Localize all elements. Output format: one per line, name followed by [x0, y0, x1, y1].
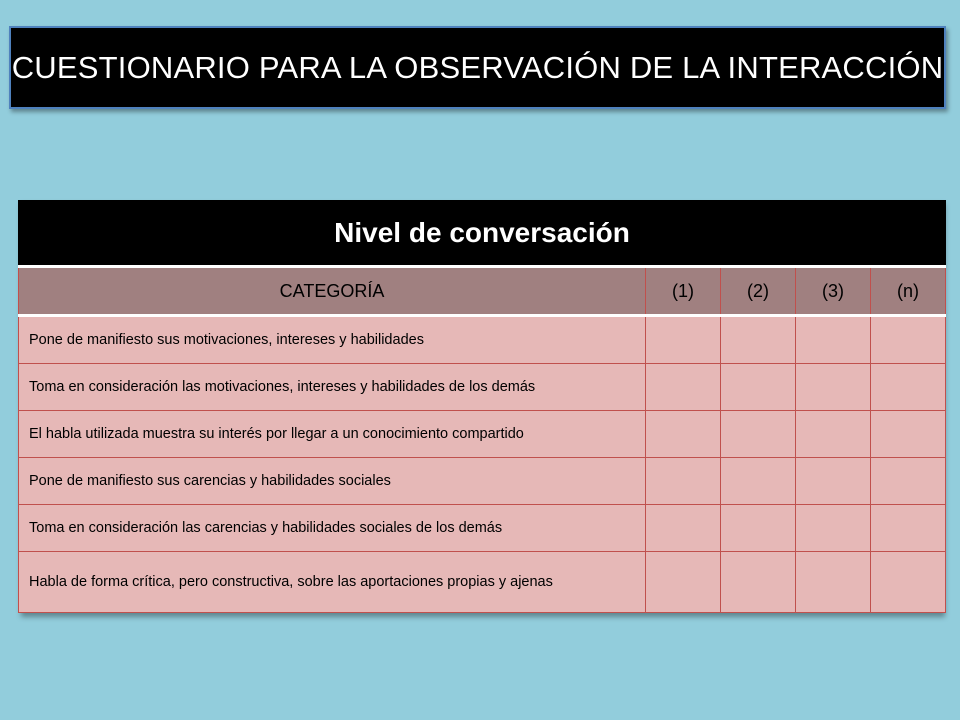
score-cell-n[interactable]: [871, 364, 946, 411]
column-header-1: (1): [646, 267, 721, 316]
page-title: CUESTIONARIO PARA LA OBSERVACIÓN DE LA INTERACCIÓN: [11, 49, 944, 85]
column-header-category: CATEGORÍA: [19, 267, 646, 316]
table-row: [19, 505, 946, 552]
column-header-2: (2): [721, 267, 796, 316]
category-cell: El habla utilizada muestra su interés por llegar a un conocimiento compartido: [19, 411, 646, 458]
category-cell: Pone de manifiesto sus carencias y habilidades sociales: [19, 458, 646, 505]
score-cell-n[interactable]: [871, 505, 946, 552]
score-cell-3[interactable]: [796, 458, 871, 505]
score-cell-2[interactable]: [721, 364, 796, 411]
table-row: [19, 364, 946, 411]
score-cell-3[interactable]: [796, 411, 871, 458]
score-cell-2[interactable]: [721, 505, 796, 552]
table-heading-row: [19, 201, 946, 267]
score-cell-n[interactable]: [871, 411, 946, 458]
score-cell-1[interactable]: [646, 411, 721, 458]
column-header-n: (n): [871, 267, 946, 316]
category-cell: Habla de forma crítica, pero constructiva, sobre las aportaciones propias y ajenas: [19, 552, 646, 613]
score-cell-n[interactable]: [871, 316, 946, 364]
table-row: [19, 411, 946, 458]
score-cell-1[interactable]: [646, 505, 721, 552]
score-cell-n[interactable]: [871, 458, 946, 505]
column-header-row: [19, 267, 946, 316]
score-cell-2[interactable]: [721, 552, 796, 613]
table-row: [19, 316, 946, 364]
score-cell-3[interactable]: [796, 364, 871, 411]
table-heading: Nivel de conversación: [19, 201, 946, 267]
score-cell-3[interactable]: [796, 505, 871, 552]
score-cell-1[interactable]: [646, 316, 721, 364]
page-title-banner: [9, 26, 946, 109]
score-cell-1[interactable]: [646, 458, 721, 505]
category-cell: Pone de manifiesto sus motivaciones, intereses y habilidades: [19, 316, 646, 364]
category-cell: Toma en consideración las carencias y habilidades sociales de los demás: [19, 505, 646, 552]
score-cell-3[interactable]: [796, 552, 871, 613]
score-cell-1[interactable]: [646, 552, 721, 613]
observation-table-wrapper: [18, 200, 942, 613]
score-cell-2[interactable]: [721, 411, 796, 458]
score-cell-1[interactable]: [646, 364, 721, 411]
category-cell: Toma en consideración las motivaciones, intereses y habilidades de los demás: [19, 364, 646, 411]
table-row: [19, 458, 946, 505]
score-cell-2[interactable]: [721, 316, 796, 364]
table-row: [19, 552, 946, 613]
column-header-3: (3): [796, 267, 871, 316]
observation-table: [18, 200, 946, 613]
score-cell-n[interactable]: [871, 552, 946, 613]
score-cell-3[interactable]: [796, 316, 871, 364]
score-cell-2[interactable]: [721, 458, 796, 505]
